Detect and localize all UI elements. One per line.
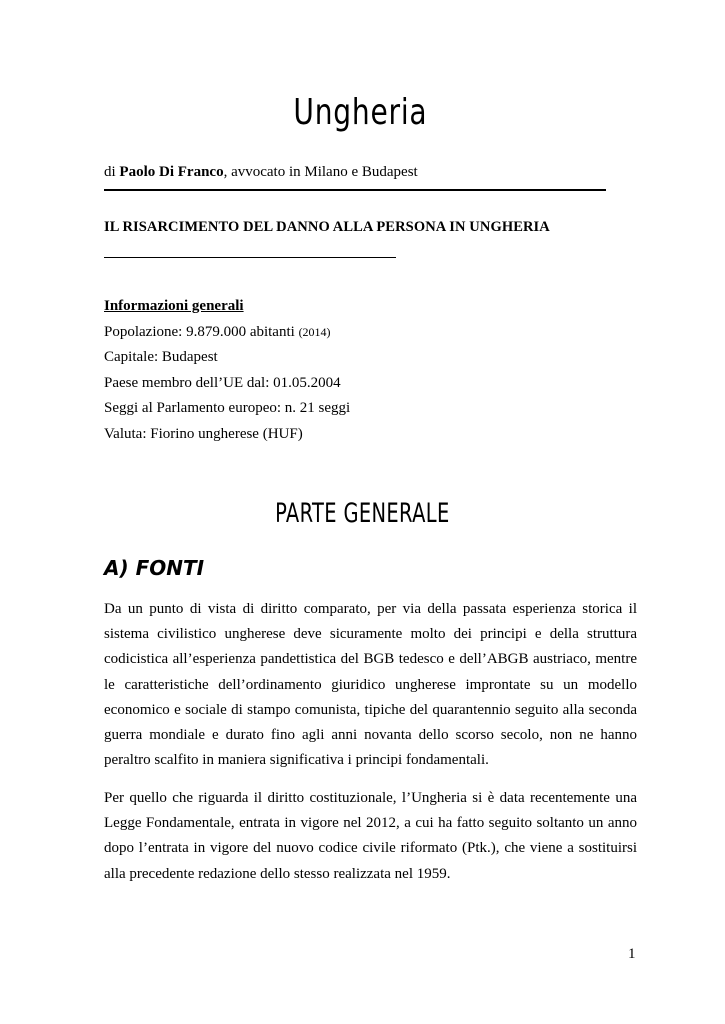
author-name: Paolo Di Franco [119, 164, 224, 180]
fonti-heading: A) FONTI [104, 556, 205, 580]
author-line [104, 164, 418, 181]
population-year: (2014) [298, 324, 331, 339]
body-paragraph: Da un punto di vista di diritto comparato, per via della passata esperienza storica il sistema civilistico ungherese deve sicuramente molto dei principi e della struttura codicistica all’esperienza pandettistica del BGB tedesco e dell’ABGB austriaco, mentre le caratteristiche dell’ordinamento giuridico ungherese improntate su un modello economico e sociale di stampo comunista, tipiche del quarantennio seguito alla seconda guerra mondiale e durato fino agli anni novanta dello scorso secolo, non ne hanno peraltro scalfito in maniera significativa i principi fondamentali. [104, 601, 637, 769]
currency-line: Valuta: Fiorino ungherese (HUF) [104, 425, 303, 442]
document-title: Ungheria [293, 92, 428, 133]
author-suffix: , avvocato in Milano e Budapest [223, 164, 418, 180]
eu-member-line: Paese membro dell’UE dal: 01.05.2004 [104, 374, 341, 391]
body-paragraph: Per quello che riguarda il diritto costituzionale, l’Ungheria si è data recentemente una Legge Fondamentale, entrata in vigore nel 2012, a cui ha fatto seguito soltanto un anno dopo l’entrata in vigore del nuovo codice civile riformato (Ptk.), che viene a sostituirsi alla precedente redazione dello stesso realizzata nel 1959. [104, 790, 637, 882]
section-title: IL RISARCIMENTO DEL DANNO ALLA PERSONA IN UNGHERIA [104, 219, 550, 235]
page-number: 1 [628, 946, 636, 962]
eu-seats-line: Seggi al Parlamento europeo: n. 21 seggi [104, 400, 351, 416]
population-value: Popolazione: 9.879.000 abitanti [104, 323, 295, 340]
population-line [104, 320, 350, 346]
general-info-block [104, 294, 350, 447]
header-divider [104, 189, 606, 191]
parte-generale-heading: PARTE GENERALE [275, 498, 450, 529]
capital-line: Capitale: Budapest [104, 349, 218, 365]
author-prefix: di [104, 164, 120, 180]
section-divider [104, 257, 396, 258]
general-info-heading: Informazioni generali [104, 298, 244, 314]
